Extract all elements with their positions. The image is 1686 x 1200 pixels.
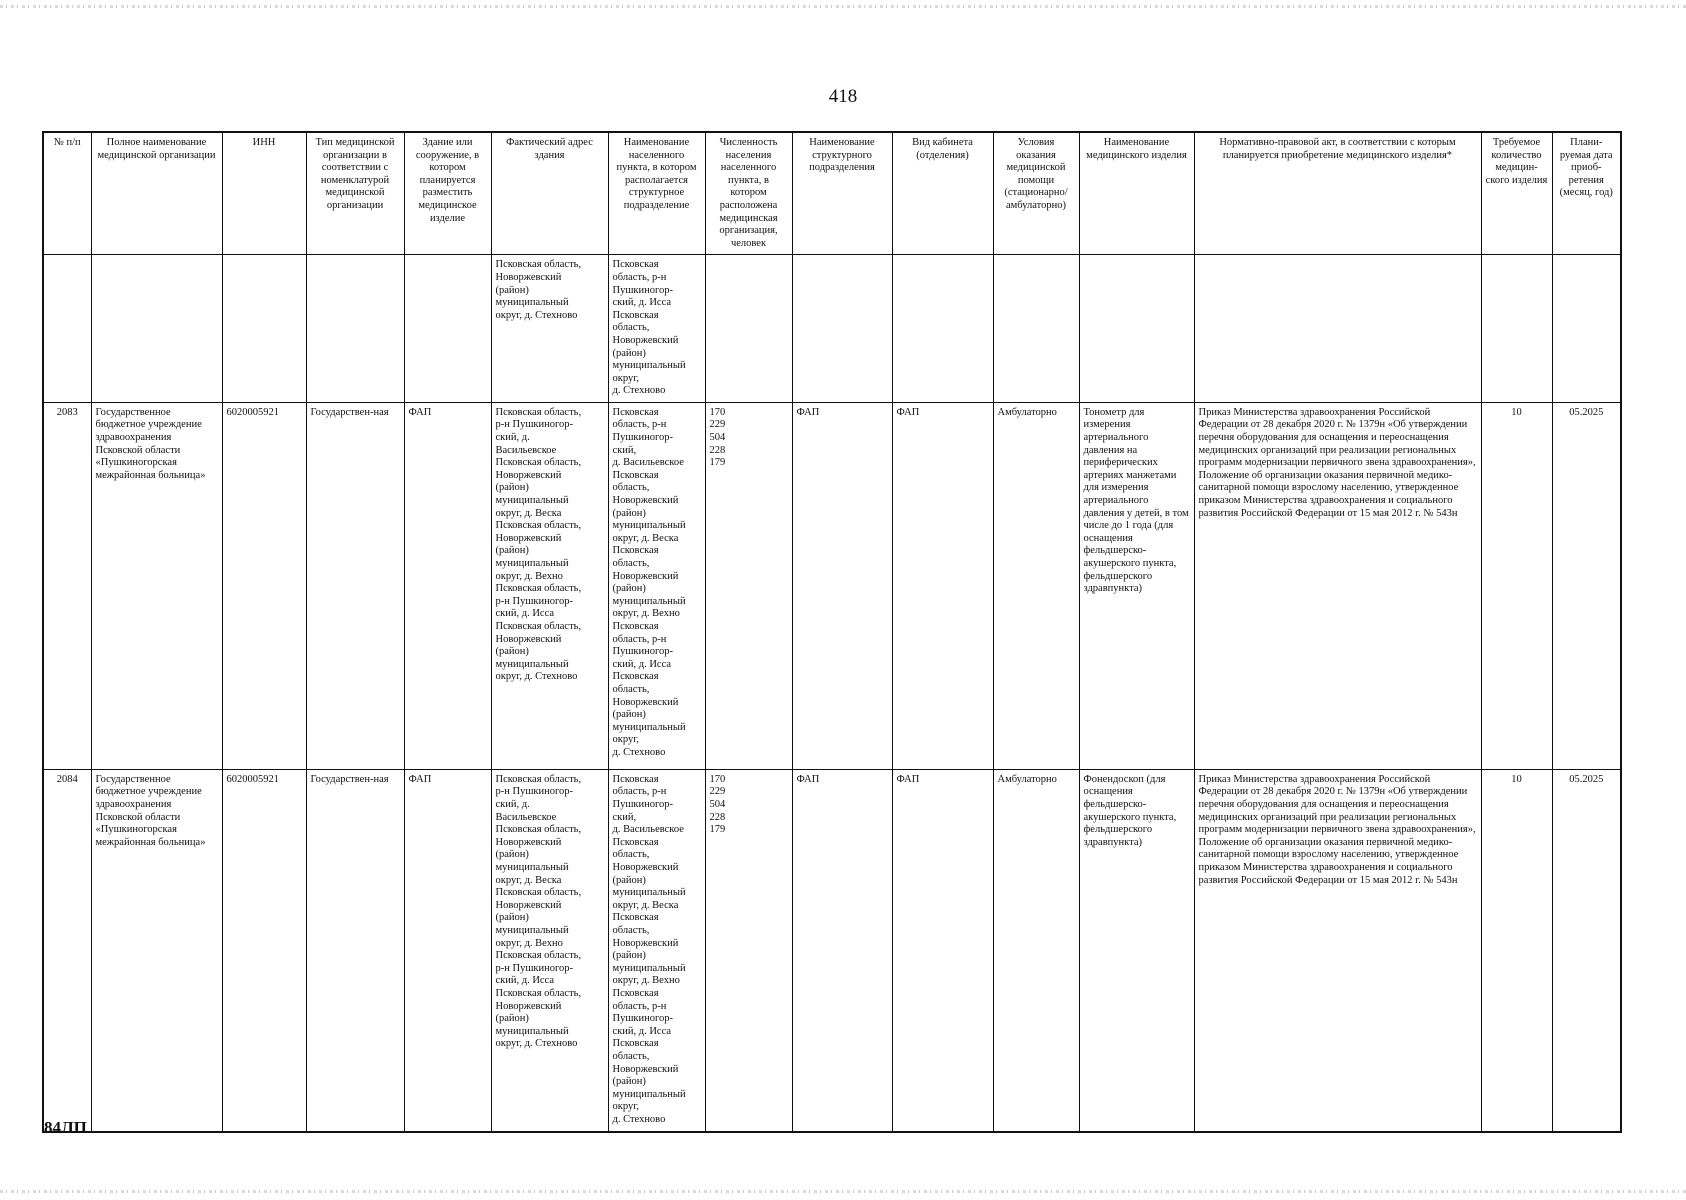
- cell-org-name: Государственное бюджетное учреждение здравоохранения Псковской области «Пушкиногорская межрайонная больница»: [91, 402, 222, 769]
- cell-num: 2084: [43, 769, 91, 1131]
- cell-date: 05.2025: [1552, 769, 1621, 1131]
- cell-device: Фонендоскоп (для оснащения фельдшерско-акушерского пункта, фельдшерского здравпункта): [1079, 769, 1194, 1131]
- document-code: 84ЛП: [44, 1118, 87, 1137]
- header-population: Численность населения населенного пункта, в котором расположена медицинская организация, человек: [705, 132, 792, 255]
- page-number: 418: [828, 86, 858, 107]
- header-conditions: Условия оказания медицинской помощи (стационарно/ амбулаторно): [993, 132, 1079, 255]
- cell-settlement: Псковская область, р-н Пушкиногор- ский, д. Васильевское Псковская область, Новоржевский (район) муниципальный округ, д. Веска Псковская область, Новоржевский (район) муниципальный округ, д. Вехно Псковская область, р-н Пушкиногор- ский, д. Исса Псковская область, Новоржевский (район) муниципальный округ, д. Стехново: [608, 402, 705, 769]
- scan-edge-bottom: [0, 1190, 1686, 1193]
- header-building: Здание или сооружение, в котором планируется разместить медицинское изделие: [404, 132, 491, 255]
- header-org-type: Тип медицинской организации в соответствии с номенклатурой медицинской организации: [306, 132, 404, 255]
- cell-num: 2083: [43, 402, 91, 769]
- cell-legal-act: Приказ Министерства здравоохранения Российской Федерации от 28 декабря 2020 г. № 1379н «Об утверждении перечня оборудования для оснащения и переоснащения медицинских организаций при реализации региональных программ модернизации первичного звена здравоохранения», Положение об организации оказания первичной медико-санитарной помощи взрослому населению, утвержденное приказом Министерства здравоохранения и социального развития Российской Федерации от 15 мая 2012 г. № 543н: [1194, 402, 1481, 769]
- header-num: № п/п: [43, 132, 91, 255]
- cell-cabinet: ФАП: [892, 769, 993, 1131]
- cell-conditions: Амбулаторно: [993, 402, 1079, 769]
- cell-building: ФАП: [404, 402, 491, 769]
- table-row: [43, 402, 1621, 769]
- table-header-row: [43, 132, 1621, 255]
- table-row-continuation: [43, 255, 1621, 403]
- header-cabinet: Вид кабинета (отделения): [892, 132, 993, 255]
- header-address: Фактический адрес здания: [491, 132, 608, 255]
- cell-org-type: Государствен-ная: [306, 402, 404, 769]
- cell-date: 05.2025: [1552, 402, 1621, 769]
- header-legal-act: Нормативно-правовой акт, в соответствии с которым планируется приобретение медицинского изделия*: [1194, 132, 1481, 255]
- cell-conditions: Амбулаторно: [993, 769, 1079, 1131]
- header-quantity: Требуемое количество медицин-ского изделия: [1481, 132, 1552, 255]
- cell-cabinet: ФАП: [892, 402, 993, 769]
- cell-org-name: Государственное бюджетное учреждение здравоохранения Псковской области «Пушкиногорская межрайонная больница»: [91, 769, 222, 1131]
- header-settlement: Наименование населенного пункта, в котором располагается структурное подразделение: [608, 132, 705, 255]
- table-row: [43, 769, 1621, 1131]
- cell-quantity: 10: [1481, 402, 1552, 769]
- cell-building: ФАП: [404, 769, 491, 1131]
- header-org-name: Полное наименование медицинской организации: [91, 132, 222, 255]
- cell-device: Тонометр для измерения артериального давления на периферических артериях манжетами для измерения артериального давления у детей, в том числе до 1 года (для оснащения фельдшерско-акушерского пункта, фельдшерского здравпункта): [1079, 402, 1194, 769]
- cell-address: Псковская область, Новоржевский (район) муниципальный округ, д. Стехново: [491, 255, 608, 403]
- cell-population: 170 229 504 228 179: [705, 769, 792, 1131]
- cell-quantity: 10: [1481, 769, 1552, 1131]
- cell-legal-act: Приказ Министерства здравоохранения Российской Федерации от 28 декабря 2020 г. № 1379н «Об утверждении перечня оборудования для оснащения и переоснащения медицинских организаций при реализации региональных программ модернизации первичного звена здравоохранения», Положение об организации оказания первичной медико-санитарной помощи взрослому населению, утвержденное приказом Министерства здравоохранения и социального развития Российской Федерации от 15 мая 2012 г. № 543н: [1194, 769, 1481, 1131]
- header-unit: Наименование структурного подразделения: [792, 132, 892, 255]
- cell-org-type: Государствен-ная: [306, 769, 404, 1131]
- header-inn: ИНН: [222, 132, 306, 255]
- cell-inn: 6020005921: [222, 402, 306, 769]
- scan-edge-top: [0, 5, 1686, 8]
- cell-address: Псковская область, р-н Пушкиногор- ский, д. Васильевское Псковская область, Новоржевский (район) муниципальный округ, д. Веска Псковская область, Новоржевский (район) муниципальный округ, д. Вехно Псковская область, р-н Пушкиногор- ский, д. Исса Псковская область, Новоржевский (район) муниципальный округ, д. Стехново: [491, 402, 608, 769]
- cell-inn: 6020005921: [222, 769, 306, 1131]
- cell-settlement: Псковская область, р-н Пушкиногор- ский, д. Исса Псковская область, Новоржевский (район) муниципальный округ, д. Стехново: [608, 255, 705, 403]
- cell-address: Псковская область, р-н Пушкиногор- ский, д. Васильевское Псковская область, Новоржевский (район) муниципальный округ, д. Веска Псковская область, Новоржевский (район) муниципальный округ, д. Вехно Псковская область, р-н Пушкиногор- ский, д. Исса Псковская область, Новоржевский (район) муниципальный округ, д. Стехново: [491, 769, 608, 1131]
- equipment-table: [42, 131, 1622, 1133]
- header-device: Наименование медицинского изделия: [1079, 132, 1194, 255]
- header-date: Плани-руемая дата приоб-ретения (месяц, год): [1552, 132, 1621, 255]
- cell-population: 170 229 504 228 179: [705, 402, 792, 769]
- cell-unit: ФАП: [792, 402, 892, 769]
- cell-settlement: Псковская область, р-н Пушкиногор- ский, д. Васильевское Псковская область, Новоржевский (район) муниципальный округ, д. Веска Псковская область, Новоржевский (район) муниципальный округ, д. Вехно Псковская область, р-н Пушкиногор- ский, д. Исса Псковская область, Новоржевский (район) муниципальный округ, д. Стехново: [608, 769, 705, 1131]
- cell-unit: ФАП: [792, 769, 892, 1131]
